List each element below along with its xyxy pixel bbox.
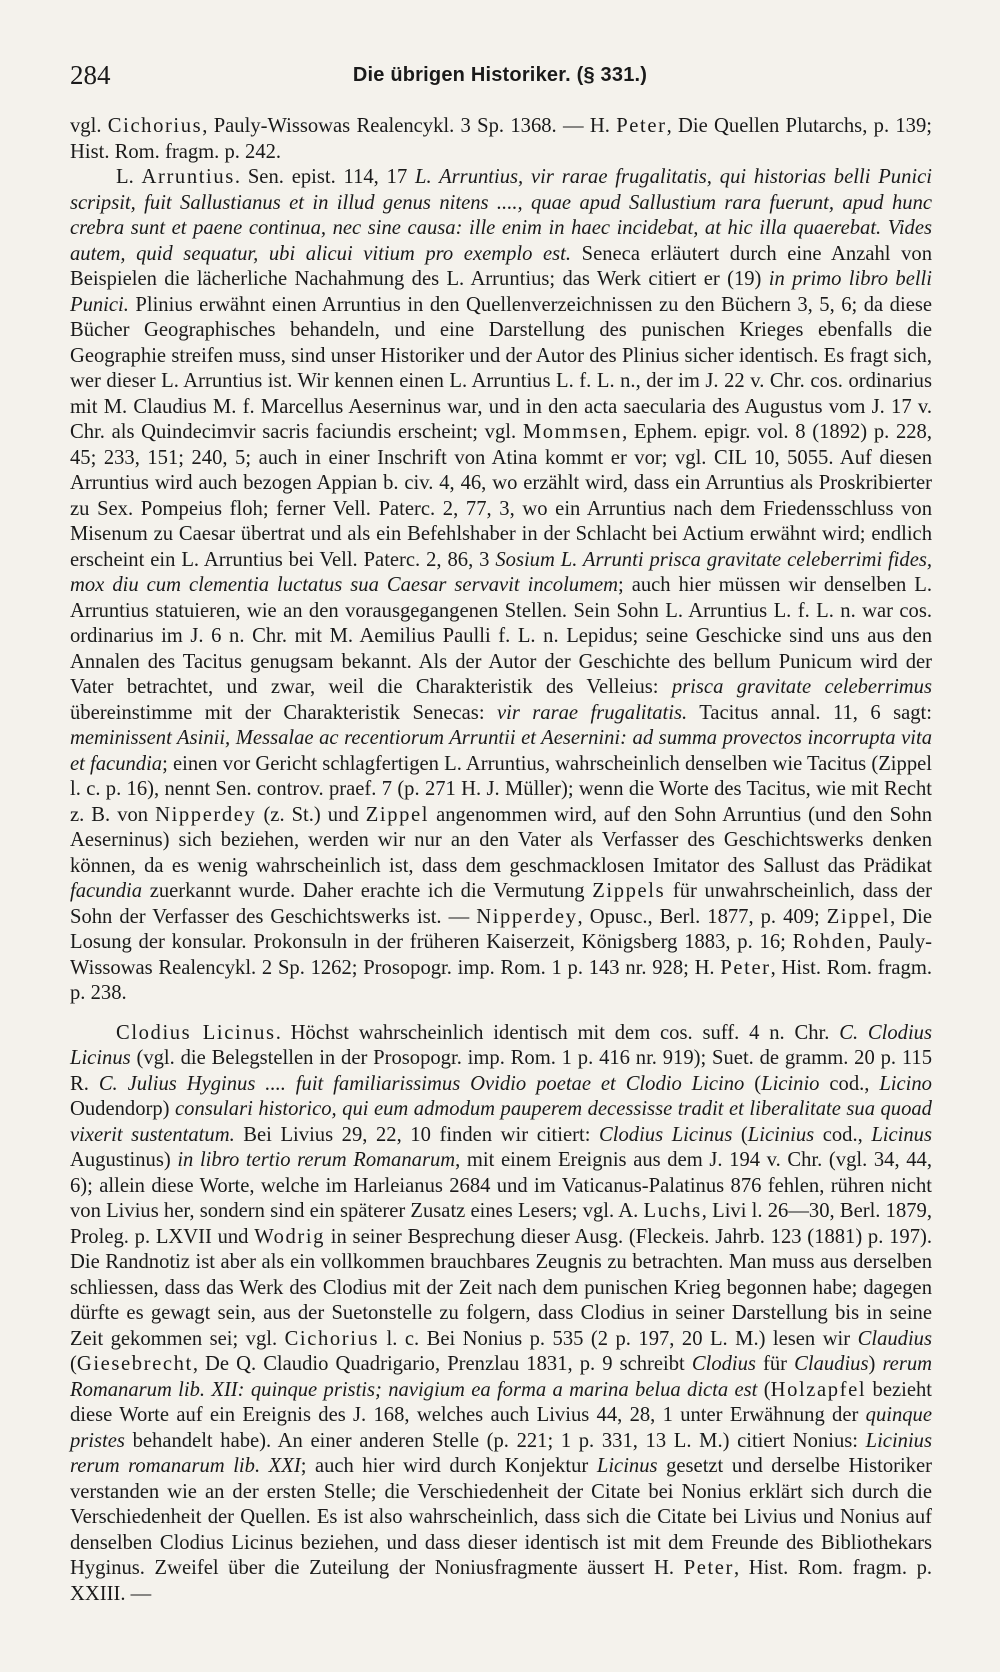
text-run: , Livi l. 26—30, Berl. 1879, Proleg. p. LXVII und: [70, 1200, 932, 1248]
author-name: Zippels: [592, 880, 666, 902]
author-name: Nipperdey: [476, 905, 578, 928]
text-run: Seneca erläutert durch eine Anzahl von Beispielen die lächerliche Nachahmung des L. Arruntius; das Werk citiert er (19): [70, 242, 932, 290]
author-name: Clodius Licinus: [116, 1021, 276, 1044]
running-title: Die übrigen Historiker. (§ 331.): [352, 64, 648, 86]
page-body: [70, 114, 932, 1607]
latin-quotation: Licinius rerum romanarum lib. XXI: [70, 1429, 932, 1477]
text-run: Tacitus annal. 11, 6 sagt:: [687, 701, 932, 724]
text-run: . Höchst wahrscheinlich identisch mit dem cos. suff. 4 n. Chr.: [275, 1021, 840, 1044]
text-run: , Die Quellen Plutarchs, p. 139; Hist. Rom. fragm. p. 242.: [70, 115, 933, 163]
latin-quotation: prisca gravitate celeberrimus: [671, 676, 932, 698]
text-run: für unwahrscheinlich, dass der Sohn der Verfasser des Geschichtswerks ist. —: [70, 880, 932, 928]
text-run: , mit einem Ereignis aus dem J. 194 v. Chr. (vgl. 34, 44, 6); allein diese Worte, welche im Harleianus 2684 und im Vaticanus-Palatinus 876 fehlen, rühren nicht von Livius her, sondern sind ein späterer Zusatz eines Lesers; vgl. A.: [70, 1149, 932, 1222]
author-name: Wodrig: [254, 1225, 326, 1248]
author-name: Peter: [683, 1557, 735, 1579]
text-run: , De Q. Claudio Quadrigario, Prenzlau 1831, p. 9 schreibt: [192, 1353, 692, 1375]
page-header: [70, 60, 930, 100]
text-run: Oudendorp): [70, 1098, 176, 1120]
text-run: bezieht diese Worte auf ein Ereignis des J. 168, welches auch Livius 44, 28, 1 unter Erwähnung der: [70, 1378, 932, 1426]
text-run: (: [744, 1072, 762, 1095]
text-run: (z. St.) und: [256, 803, 366, 826]
author-name: Cichorius: [107, 115, 203, 137]
paragraph-clodius-licinus: [70, 1021, 932, 1608]
latin-quotation: Clodius: [691, 1353, 756, 1375]
text-run: Bei Livius 29, 22, 10 finden wir citiert:: [234, 1123, 600, 1146]
paragraph-arruntius: [70, 165, 932, 1007]
text-run: ; auch hier wird durch Konjektur: [300, 1455, 597, 1477]
text-run: , Hist. Rom. fragm. p. XXIII. —: [70, 1557, 933, 1605]
author-name: Holzapfel: [770, 1378, 867, 1401]
author-name: Zippel: [365, 803, 430, 826]
text-run: cod.,: [819, 1072, 880, 1095]
text-run: Augustinus): [70, 1149, 178, 1171]
page-number: 284: [70, 60, 111, 90]
latin-quotation: vir rarae frugalitatis.: [496, 701, 688, 724]
text-run: , Hist. Rom. fragm. p. 238.: [70, 956, 932, 1004]
text-run: in seiner Besprechung dieser Ausg. (Fleckeis. Jahrb. 123 (1881) p. 197). Die Randnotiz ist aber als ein vollkommen brauchbares Zeugnis zu betrachten. Man muss aus derselben schliessen, dass das Werk des Clodius mit der Zeit nach dem punischen Krieg begonnen habe; dagegen dürfte es gewagt sein, aus der Suetonstelle zu folgern, dass Clodius in seiner Darstellung bis in seine Zeit gekommen sei; vgl.: [70, 1225, 932, 1350]
author-name: Nipperdey: [155, 803, 257, 826]
latin-quotation: meminissent Asinii, Messalae ac recentiorum Arruntii et Aesernini: ad summa provectos incorrupta vita et facundia: [70, 727, 932, 775]
paragraph-cichorius-reference: [70, 114, 932, 165]
text-run: (: [70, 1353, 77, 1375]
latin-quotation: Licinus: [871, 1123, 932, 1146]
text-run: übereinstimme mit der Charakteristik Senecas:: [70, 701, 497, 724]
author-name: Cichorius: [284, 1327, 380, 1350]
latin-quotation: Claudius: [794, 1353, 869, 1375]
latin-quotation: consulari historico, qui eum admodum pauperem decessisse tradit et liberalitate sua quoad vixerit sustentatum.: [70, 1098, 932, 1146]
author-name: Arruntius: [141, 166, 235, 188]
text-run: , Pauly-Wissowas Realencykl. 3 Sp. 1368. — H.: [202, 115, 617, 137]
text-run: (vgl. die Belegstellen in der Prosopogr. imp. Rom. 1 p. 416 nr. 919); Suet. de gramm. 20 p. 115 R.: [70, 1047, 932, 1095]
latin-quotation: L. Arruntius, vir rarae frugalitatis, qui historias belli Punici scripsit, fuit Sallustianus et in illud genus nitens ...., quae apud Sallustium rara fuerunt, apud hunc crebra sunt et paene continua, nec sine causa: ille enim in haec incidebat, at hic illa quaerebat. Vides autem, quid sequatur, ubi alicui vitium pro exemplo est.: [70, 166, 932, 265]
author-name: Rohden: [792, 931, 867, 953]
text-run: L.: [116, 166, 142, 188]
text-run: ; einen vor Gericht schlagfertigen L. Arruntius, wahrscheinlich denselben wie Tacitus (Zippel l. c. p. 16), nennt Sen. controv. praef. 7 (p. 271 H. J. Müller); wenn die Worte des Tacitus, wie mit Recht z. B. von: [70, 752, 932, 826]
text-run: Plinius erwähnt einen Arruntius in den Quellenverzeichnissen zu den Büchern 3, 5, 6; da diese Bücher Geographisches behandeln, und eine Darstellung des punischen Krieges ebenfalls die Geographie streifen muss, sind unser Historiker und der Autor des Plinius sicher identisch. Es fragt sich, wer dieser L. Arruntius ist. Wir kennen einen L. Arruntius L. f. L. n., der im J. 22 v. Chr. cos. ordinarius mit M. Claudius M. f. Marcellus Aeserninus war, und in den acta saecularia des Augustus vom J. 17 v. Chr. als Quindecimvir sacris faciundis erscheint; vgl.: [70, 293, 932, 443]
text-run: l. c. Bei Nonius p. 535 (2 p. 197, 20 L. M.) lesen wir: [379, 1327, 858, 1350]
latin-quotation: Clodius Licinus: [599, 1123, 733, 1146]
latin-quotation: C. Clodius Licinus: [70, 1021, 932, 1069]
text-run: , Die Losung der konsular. Prokonsuln in der früheren Kaiserzeit, Königsberg 1883, p. 16;: [70, 905, 932, 953]
latin-quotation: C. Julius Hyginus .... fuit familiarissimus Ovidio poetae et Clodio Licino: [98, 1072, 745, 1095]
text-run: , Ephem. epigr. vol. 8 (1892) p. 228, 45; 233, 151; 240, 5; auch in einer Inschrift von Atina kommt er vor; vgl. CIL 10, 5055. Auf diesen Arruntius wird auch bezogen Appian b. civ. 4, 46, wo erzählt wird, dass ein Arruntius als Proskribierter zu Sex. Pompeius floh; ferner Vell. Paterc. 2, 77, 3, wo ein Arruntius nach dem Friedensschluss von Misenum zu Caesar übertrat und als ein Befehlshaber in der Schlacht bei Actium erwähnt wird; endlich erscheint ein L. Arruntius bei Vell. Paterc. 2, 86, 3: [70, 421, 932, 571]
text-run: cod.,: [814, 1123, 872, 1146]
text-run: , Pauly-Wissowas Realencykl. 2 Sp. 1262; Prosopogr. imp. Rom. 1 p. 143 nr. 928; H.: [70, 931, 932, 979]
author-name: Peter: [720, 956, 771, 979]
latin-quotation: Licinio: [761, 1072, 820, 1095]
latin-quotation: Licinus: [596, 1455, 658, 1477]
latin-quotation: Claudius: [857, 1327, 932, 1350]
latin-quotation: facundia: [70, 880, 143, 902]
latin-quotation: Licinius: [747, 1123, 815, 1146]
text-run: behandelt habe). An einer anderen Stelle (p. 221; 1 p. 331, 13 L. M.) citiert Nonius:: [124, 1429, 866, 1452]
text-run: für: [755, 1353, 795, 1375]
author-name: Peter: [616, 115, 667, 137]
text-run: vgl.: [70, 115, 108, 137]
text-run: angenommen wird, auf den Sohn Arruntius (und den Sohn Aeserninus) sich beziehen, werden wir nur an den Vater als Verfasser des Geschichtswerks denken können, da es wenig wahrscheinlich ist, dass dem geschmacklosen Imitator des Sallust das Prädikat: [70, 803, 932, 877]
latin-quotation: rerum Romanarum lib. XII: quinque pristis; navigium ea forma a marina belua dicta est: [70, 1353, 933, 1401]
latin-quotation: quinque pristes: [70, 1404, 932, 1452]
author-name: Mommsen: [522, 421, 623, 443]
text-run: ): [868, 1353, 883, 1375]
text-run: zuerkannt wurde. Daher erachte ich die Vermutung: [142, 880, 593, 902]
text-run: . Sen. epist. 114, 17: [234, 166, 416, 188]
latin-quotation: in primo libro belli Punici.: [70, 268, 933, 316]
latin-quotation: Licino: [879, 1072, 932, 1095]
text-run: (: [732, 1123, 748, 1146]
author-name: Zippel: [826, 905, 891, 928]
text-run: gesetzt und derselbe Historiker verstanden wie an der ersten Stelle; die Verschiedenheit der Citate bei Nonius erklärt sich durch die Verschiedenheit der Quellen. Es ist also wahrscheinlich, dass sich die Citate bei Livius und Nonius auf denselben Clodius Licinus beziehen, und dass dieser identisch ist mit dem Freunde des Bibliothekars Hyginus. Zweifel über die Zuteilung der Noniusfragmente äussert H.: [70, 1455, 932, 1579]
author-name: Giesebrecht: [76, 1353, 193, 1375]
text-run: (: [757, 1378, 771, 1401]
latin-quotation: Sosium L. Arrunti prisca gravitate celeberrimi fides, mox diu cum clementia luctatus sua Caesar servavit incolumem: [70, 548, 932, 596]
author-name: Luchs: [643, 1200, 702, 1222]
text-run: , Opusc., Berl. 1877, p. 409;: [577, 905, 827, 928]
text-run: ; auch hier müssen wir denselben L. Arruntius statuieren, wie an den vorausgegangenen Stellen. Sein Sohn L. Arruntius L. f. L. n. war cos. ordinarius im J. 6 n. Chr. mit M. Aemilius Paulli f. L. n. Lepidus; seine Geschicke sind uns aus den Annalen des Tacitus genugsam bekannt. Als der Autor der Geschichte des bellum Punicum wird der Vater betrachtet, und zwar, weil die Charakteristik des Velleius:: [70, 574, 932, 698]
latin-quotation: in libro tertio rerum Romanarum: [177, 1149, 456, 1171]
